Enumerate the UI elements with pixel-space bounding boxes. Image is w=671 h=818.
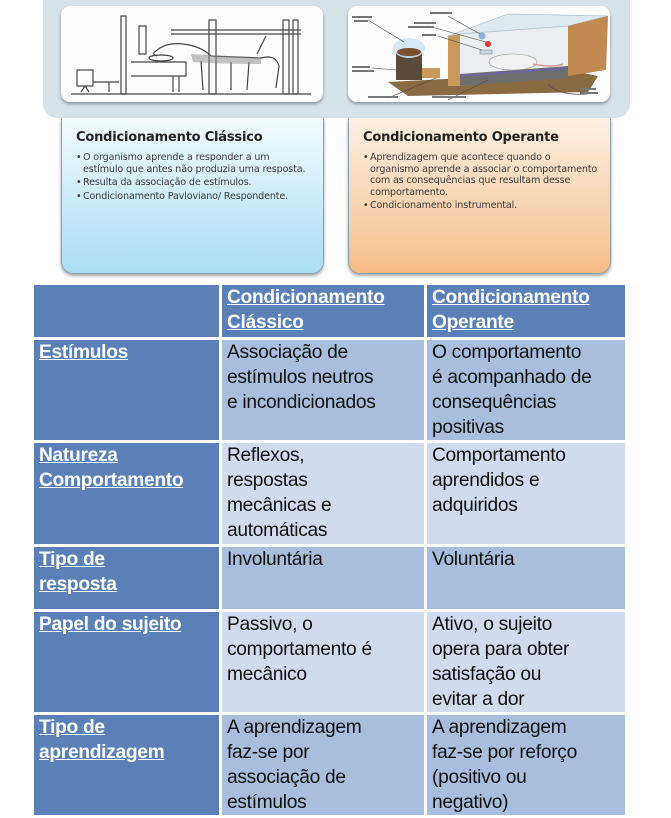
row-label-cell [34, 715, 219, 815]
card-title: Condicionamento Clássico [76, 130, 263, 145]
classic-cell [222, 443, 424, 544]
header-text: Condicionamento Operante [432, 287, 590, 333]
cell-text: Involuntária [227, 549, 323, 570]
cell-text: Voluntária [432, 549, 515, 570]
bullet-text: Aprendizagem que acontece quando o organismo aprende a associar o comportamento com as consequências que resultam desse comportamento. [370, 152, 598, 198]
operant-cell [427, 612, 625, 712]
header-text: Condicionamento Clássico [227, 287, 385, 333]
row-label: Papel do sujeito [39, 614, 182, 635]
classical-conditioning-card [61, 118, 324, 274]
operant-cell [427, 715, 625, 815]
table-row [34, 443, 625, 544]
pavlov-dog-illustration [61, 6, 323, 102]
operant-cell [427, 547, 625, 609]
bullet-text: Condicionamento instrumental. [370, 200, 518, 212]
operant-cell [427, 443, 625, 544]
bullet-icon: • [363, 152, 369, 163]
classic-cell [222, 612, 424, 712]
card-bullet [363, 200, 598, 212]
operant-cell [427, 340, 625, 440]
cell-text: Ativo, o sujeito opera para obter satisfação ou evitar a dor [432, 614, 570, 710]
card-bullet-list [76, 152, 311, 202]
cell-text: A aprendizagem faz-se por reforço (positivo ou negativo) [432, 717, 577, 813]
card-title: Condicionamento Operante [363, 130, 559, 145]
bullet-icon: • [76, 177, 82, 189]
bullet-icon: • [363, 200, 369, 212]
card-bullet [76, 152, 311, 175]
cell-text: A aprendizagem faz-se por associação de estímulos [227, 717, 362, 813]
cell-text: Comportamento aprendidos e adquiridos [432, 445, 566, 516]
header-cell-operant [427, 285, 625, 337]
row-label: Tipo de aprendizagem [39, 717, 165, 763]
row-label-cell [34, 340, 219, 440]
classic-cell [222, 715, 424, 815]
table-row [34, 715, 625, 815]
card-bullet [76, 191, 311, 203]
row-label-cell [34, 612, 219, 712]
bullet-text: O organismo aprende a responder a um estímulo que antes não produzia uma resposta. [83, 152, 306, 175]
table-header-row [34, 285, 625, 337]
bullet-text: Resulta da associação de estímulos. [83, 177, 252, 189]
comparison-table [31, 282, 628, 818]
skinner-box-illustration [348, 6, 610, 102]
bullet-text: Condicionamento Pavloviano/ Respondente. [83, 190, 289, 202]
table-row [34, 547, 625, 609]
row-label: Tipo de resposta [39, 549, 117, 595]
table-row [34, 340, 625, 440]
cell-text: O comportamento é acompanhado de consequências positivas [432, 342, 592, 438]
cell-text: Associação de estímulos neutros e incondicionados [227, 342, 376, 413]
cell-text: Passivo, o comportamento é mecânico [227, 614, 372, 685]
row-label-cell [34, 443, 219, 544]
cell-text: Reflexos, respostas mecânicas e automáticas [227, 445, 332, 541]
bullet-icon: • [76, 152, 82, 163]
classic-cell [222, 547, 424, 609]
row-label: Natureza Comportamento [39, 445, 184, 491]
header-cell-classic [222, 285, 424, 337]
card-bullet [363, 152, 598, 198]
skinner-box-drawing [348, 6, 610, 102]
card-bullet-list [363, 152, 598, 212]
operant-conditioning-card [348, 118, 611, 274]
bullet-icon: • [76, 190, 82, 202]
table-row [34, 612, 625, 712]
header-cell-empty [34, 285, 219, 337]
classic-cell [222, 340, 424, 440]
row-label-cell [34, 547, 219, 609]
card-bullet [76, 177, 311, 189]
pavlov-dog-drawing [61, 6, 323, 102]
row-label: Estímulos [39, 342, 128, 363]
